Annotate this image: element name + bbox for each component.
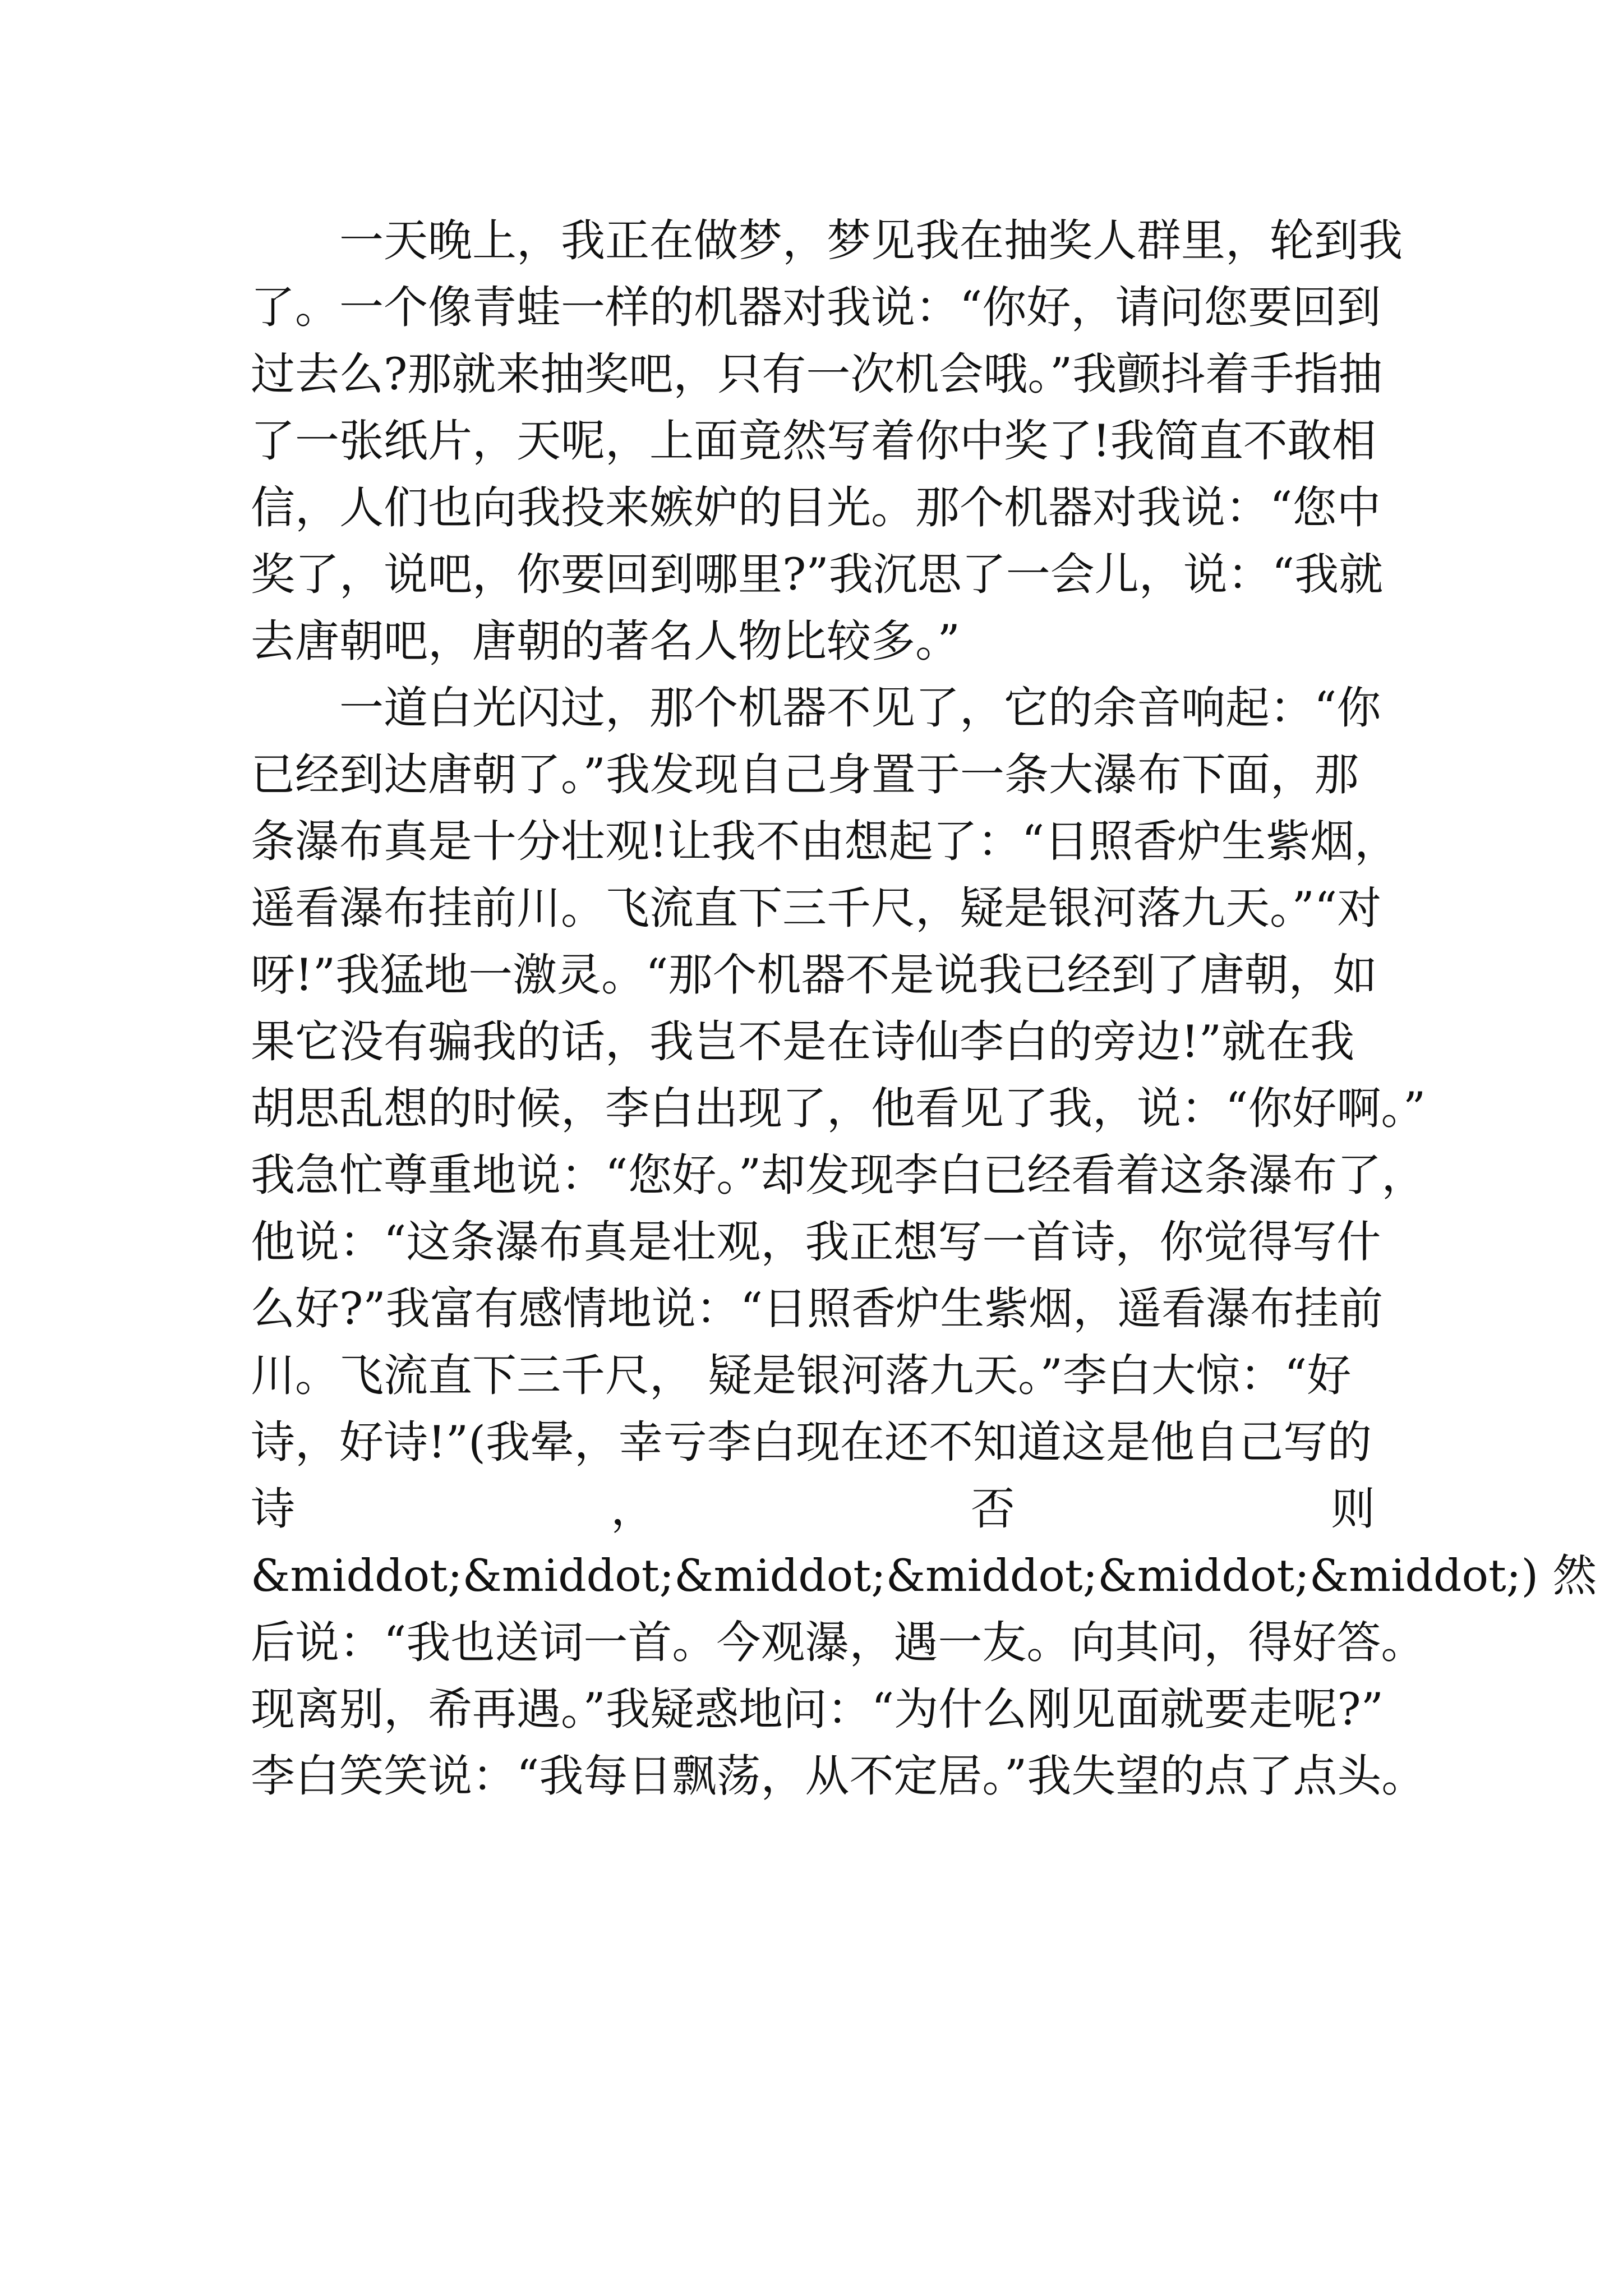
text-line: &middot;&middot;&middot;&middot;&middot;&middot;) 然 <box>251 1550 1597 1602</box>
text-line: 条瀑布真是十分壮观!让我不由想起了：“日照香炉生紫烟， <box>251 816 1399 867</box>
justified-text-line <box>251 1476 1375 1543</box>
text-line: 后说：“我也送词一首。今观瀑，遇一友。向其问，得好答。 <box>251 1617 1426 1668</box>
justified-word: 则 <box>1331 1483 1375 1535</box>
text-line: 川。飞流直下三千尺， 疑是银河落九天。”李白大惊：“好 <box>251 1350 1352 1401</box>
body-text <box>251 208 1597 1810</box>
text-line: 已经到达唐朝了。”我发现自己身置于一条大瀑布下面，那 <box>251 749 1359 800</box>
text-line: 一天晚上，我正在做梦，梦见我在抽奖人群里，轮到我 <box>339 215 1403 266</box>
text-line: 他说：“这条瀑布真是壮观，我正想写一首诗，你觉得写什 <box>251 1216 1381 1268</box>
text-line: 我急忙尊重地说：“您好。”却发现李白已经看着这条瀑布了， <box>251 1149 1426 1201</box>
text-line: 一道白光闪过，那个机器不见了，它的余音响起：“你 <box>339 682 1381 734</box>
text-line: 过去么?那就来抽奖吧，只有一次机会哦。”我颤抖着手指抽 <box>251 348 1383 400</box>
text-line: 了。一个像青蛙一样的机器对我说：“你好，请问您要回到 <box>251 282 1381 333</box>
text-line: 胡思乱想的时候，李白出现了，他看见了我，说：“你好啊。” <box>251 1083 1426 1134</box>
justified-word: ， <box>611 1483 655 1535</box>
text-line: 诗，好诗!”(我晕，幸亏李白现在还不知道这是他自己写的 <box>251 1416 1372 1468</box>
text-line: 么好?”我富有感情地说：“日照香炉生紫烟，遥看瀑布挂前 <box>251 1283 1384 1335</box>
text-line: 呀!”我猛地一激灵。“那个机器不是说我已经到了唐朝，如 <box>251 949 1377 1001</box>
text-line: 李白笑笑说：“我每日飘荡，从不定居。”我失望的点了点头。 <box>251 1750 1426 1802</box>
text-line: 奖了，说吧，你要回到哪里?”我沉思了一会儿，说：“我就 <box>251 549 1384 600</box>
text-line: 信，人们也向我投来嫉妒的目光。那个机器对我说：“您中 <box>251 482 1381 533</box>
justified-word: 诗 <box>251 1483 295 1535</box>
text-line: 果它没有骗我的话，我岂不是在诗仙李白的旁边!”就在我 <box>251 1016 1355 1068</box>
text-line: 去唐朝吧，唐朝的著名人物比较多。” <box>251 615 960 667</box>
justified-word: 否 <box>971 1483 1015 1535</box>
text-line: 遥看瀑布挂前川。飞流直下三千尺，疑是银河落九天。”“对 <box>251 882 1382 934</box>
text-line: 了一张纸片，天呢，上面竟然写着你中奖了!我简直不敢相 <box>251 415 1376 467</box>
text-line: 现离别，希再遇。”我疑惑地问：“为什么刚见面就要走呢?” <box>251 1683 1384 1735</box>
